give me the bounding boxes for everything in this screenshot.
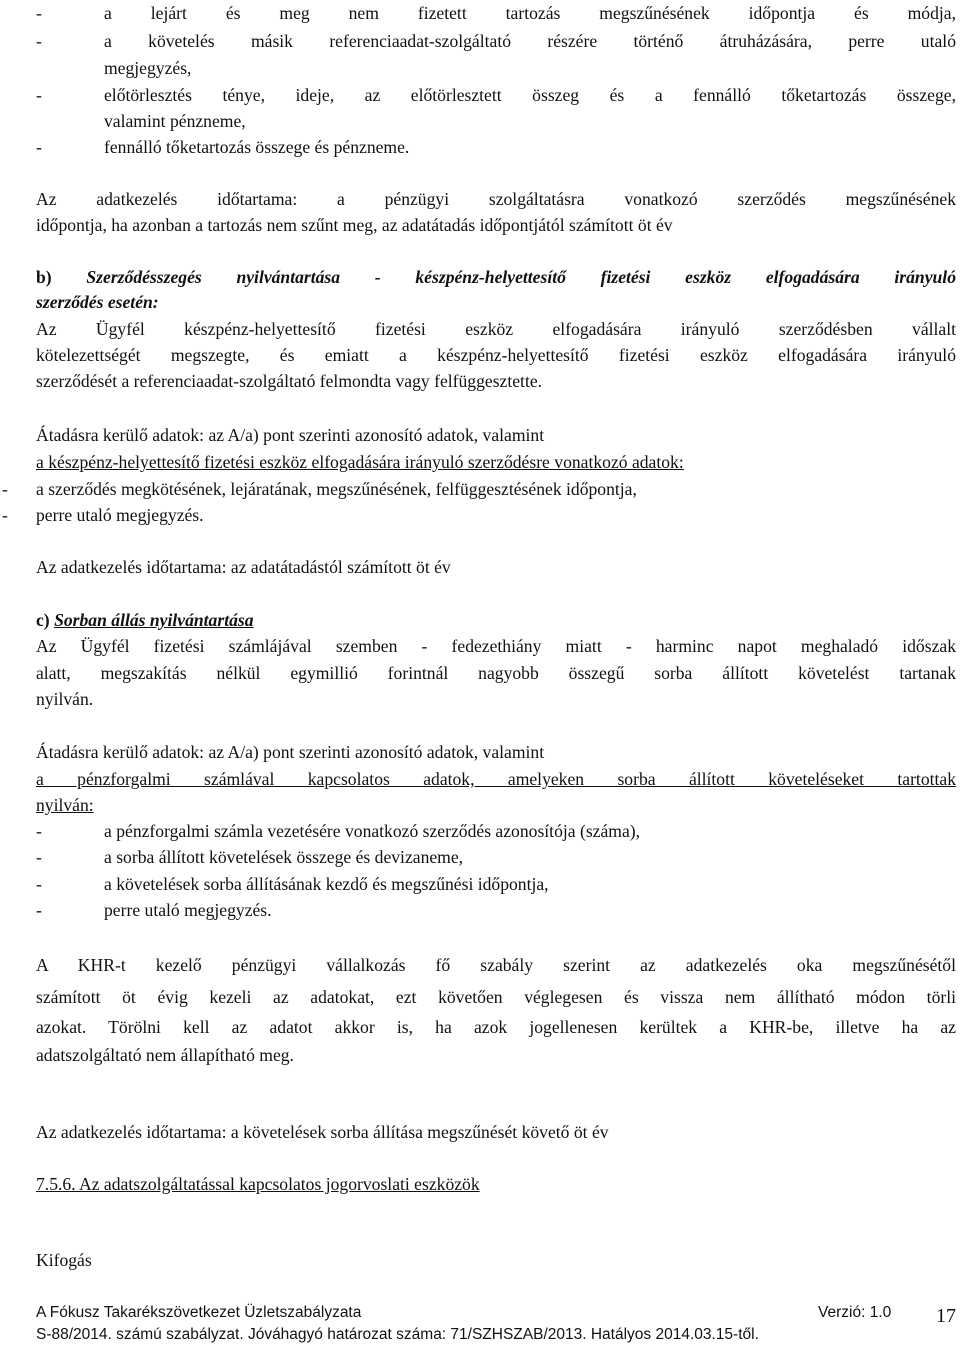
footer-version: Verzió: 1.0 [818, 1304, 892, 1321]
list-item: a pénzforgalmi számla vezetésére vonatkozó szerződés azonosítója (száma), [104, 821, 641, 841]
list-dash: - [36, 137, 42, 157]
section-c-label: c) [36, 610, 50, 630]
list-item: a lejárt és meg nem fizetett tartozás megszűnésének időpontja és módja, [104, 3, 956, 23]
list-item: a sorba állított követelések összege és devizaneme, [104, 847, 464, 867]
list-item: a követelés másik referenciaadat-szolgáltató részére történő átruházására, perre utaló [104, 31, 956, 51]
section-b-transfer-intro: Átadásra kerülő adatok: az A/a) pont szerinti azonosító adatok, valamint [36, 425, 545, 445]
section-b-title [36, 266, 956, 288]
section-b-title-text: Szerződésszegés nyilvántartása - készpénz-helyettesítő fizetési eszköz elfogadására irányuló [86, 267, 956, 287]
khr-paragraph-line: A KHR-t kezelő pénzügyi vállalkozás fő szabály szerint az adatkezelés oka megszűnésétől [36, 955, 956, 975]
section-heading: 7.5.6. Az adatszolgáltatással kapcsolatos jogorvoslati eszközök [36, 1174, 480, 1194]
section-c-body-line: alatt, megszakítás nélkül egymillió forintnál nagyobb összegű sorba állított követelést tartanak [36, 663, 956, 683]
section-b-body-line: kötelezettségét megszegte, és emiatt a készpénz-helyettesítő fizetési eszköz elfogadására irányuló [36, 345, 956, 365]
section-b-retention: Az adatkezelés időtartama: az adatátadástól számított öt év [36, 557, 451, 577]
footer-title: A Fókusz Takarékszövetkezet Üzletszabályzata [36, 1304, 362, 1321]
list-item: perre utaló megjegyzés. [104, 900, 272, 920]
section-c-title-text: Sorban állás nyilvántartása [54, 610, 254, 630]
section-c-transfer-underlined: a pénzforgalmi számlával kapcsolatos adatok, amelyeken sorba állított követeléseket tartottak [36, 769, 956, 789]
khr-paragraph-line: azokat. Törölni kell az adatot akkor is, ha azok jogellenesen kerültek a KHR-be, illetve ha az [36, 1017, 956, 1037]
khr-paragraph-line: számított öt évig kezeli az adatokat, ezt követően véglegesen és vissza nem állítható módon törli [36, 987, 956, 1007]
list-item-continued: valamint pénzneme, [104, 111, 246, 131]
section-c-body-line: Az Ügyfél fizetési számlájával szemben - fedezethiány miatt - harminc napot meghaladó időszak [36, 636, 956, 656]
list-dash: - [2, 479, 8, 499]
list-item: előtörlesztés ténye, ideje, az előtörlesztett összeg és a fennálló tőketartozás összege, [104, 85, 956, 105]
footer-regulation: S-88/2014. számú szabályzat. Jóváhagyó határozat száma: 71/SZHSZAB/2013. Hatályos 2014.03.15-től. [36, 1326, 759, 1343]
section-c-body-line: nyilván. [36, 689, 94, 709]
list-item: a szerződés megkötésének, lejáratának, megszűnésének, felfüggesztésének időpontja, [36, 479, 637, 499]
section-b-body-line: Az Ügyfél készpénz-helyettesítő fizetési eszköz elfogadására irányuló szerződésben vállalt [36, 319, 956, 339]
list-dash: - [36, 821, 42, 841]
section-b-transfer-underlined: a készpénz-helyettesítő fizetési eszköz elfogadására irányuló szerződésre vonatkozó adatok: [36, 452, 684, 472]
list-dash: - [36, 85, 42, 105]
section-b-body-line: szerződését a referenciaadat-szolgáltató felmondta vagy felfüggesztette. [36, 371, 543, 391]
list-dash: - [36, 31, 42, 51]
list-dash: - [36, 3, 42, 23]
section-b-label: b) [36, 267, 52, 287]
section-c-transfer-intro: Átadásra kerülő adatok: az A/a) pont szerinti azonosító adatok, valamint [36, 742, 545, 762]
page-number: 17 [936, 1305, 956, 1327]
list-item: a követelések sorba állításának kezdő és megszűnési időpontja, [104, 874, 549, 894]
list-dash: - [36, 874, 42, 894]
section-c-title [36, 609, 254, 631]
list-dash: - [36, 847, 42, 867]
khr-paragraph-line: adatszolgáltató nem állapítható meg. [36, 1045, 294, 1065]
retention-paragraph-line: időpontja, ha azonban a tartozás nem szűnt meg, az adatátadás időpontjától számított öt év [36, 215, 673, 235]
list-dash: - [36, 900, 42, 920]
section-b-title-continued: szerződés esetén: [36, 292, 159, 312]
list-dash: - [2, 505, 8, 525]
subheading: Kifogás [36, 1250, 92, 1270]
section-c-transfer-underlined: nyilván: [36, 795, 94, 815]
list-item-continued: megjegyzés, [104, 58, 192, 78]
list-item: perre utaló megjegyzés. [36, 505, 204, 525]
final-retention: Az adatkezelés időtartama: a követelések sorba állítása megszűnését követő öt év [36, 1122, 609, 1142]
list-item: fennálló tőketartozás összege és pénzneme. [104, 137, 410, 157]
retention-paragraph-line: Az adatkezelés időtartama: a pénzügyi szolgáltatásra vonatkozó szerződés megszűnésének [36, 189, 956, 209]
